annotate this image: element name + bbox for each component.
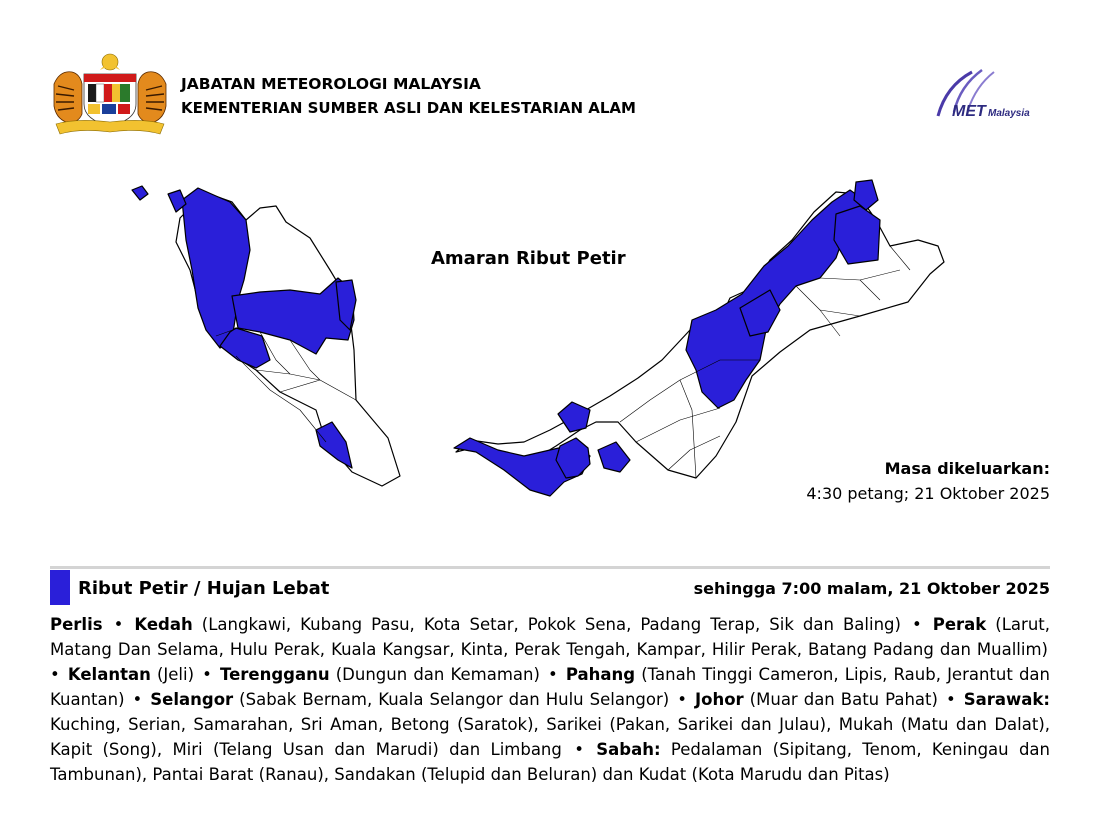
met-logo-text: MET [952,103,986,120]
org-line-1: JABATAN METEOROLOGI MALAYSIA [181,75,481,93]
section-title: Ribut Petir / Hujan Lebat [78,578,330,599]
org-line-2: KEMENTERIAN SUMBER ASLI DAN KELESTARIAN ALAM [181,99,636,117]
warning-areas-text [50,612,1050,787]
met-malaysia-logo [932,66,1048,122]
warning-state-name: Sabah: [596,740,661,759]
coat-of-arms-logo [48,50,172,140]
warning-state-areas: Pedalaman (Sipitang, Tenom, Keningau dan Tambunan), Pantai Barat (Ranau), Sandakan (Telupid dan Beluran) dan Kudat (Kota Marudu dan Pitas) [50,740,1050,784]
issued-label: Masa dikeluarkan: [884,459,1050,478]
valid-until: sehingga 7:00 malam, 21 Oktober 2025 [693,579,1050,598]
warning-state-name: Selangor [150,690,234,709]
warning-state-areas: (Muar dan Batu Pahat) [743,690,938,709]
warning-state-areas: (Dungun dan Kemaman) [329,665,540,684]
bullet-separator: • [104,615,133,634]
warning-state-areas: Kuching, Serian, Samarahan, Sri Aman, Betong (Saratok), Sarikei (Pakan, Sarikei dan Julau), Mukah (Matu dan Dalat), Kapit (Song), Miri (Telang Usan dan Marudi) dan Limbang [50,715,1050,759]
bullet-separator: • [126,690,149,709]
warning-state-name: Sarawak: [963,690,1050,709]
bullet-separator: • [196,665,219,684]
warning-state-name: Perak [932,615,987,634]
bullet-separator: • [902,615,931,634]
warning-state-areas: (Larut, Matang Dan Selama, Hulu Perak, Kuala Kangsar, Kinta, Perak Tengah, Kampar, Hilir Perak, Batang Padang dan Muallim) [50,615,1050,659]
bullet-separator: • [541,665,564,684]
warning-state-areas: (Tanah Tinggi Cameron, Lipis, Raub, Jerantut dan Kuantan) [50,665,1050,709]
map-title: Amaran Ribut Petir [431,248,626,269]
warning-state-name: Johor [694,690,744,709]
warning-state-areas: (Sabak Bernam, Kuala Selangor dan Hulu Selangor) [233,690,670,709]
section-divider [50,566,1050,569]
warning-state-name: Perlis [50,615,103,634]
warning-state-name: Kedah [134,615,193,634]
bullet-separator: • [671,690,693,709]
warning-state-name: Terengganu [220,665,330,684]
issued-value: 4:30 petang; 21 Oktober 2025 [806,484,1050,503]
warning-area-kapit [598,442,630,472]
warning-state-name: Pahang [565,665,636,684]
warning-state-areas: (Jeli) [150,665,195,684]
section-accent-bar [50,570,70,605]
bullet-separator: • [50,665,66,684]
bullet-separator: • [939,690,962,709]
met-logo-suffix: Malaysia [988,108,1030,119]
warning-area-langkawi [132,186,148,200]
warning-state-areas: (Langkawi, Kubang Pasu, Kota Setar, Pokok Sena, Padang Terap, Sik dan Baling) [192,615,901,634]
bullet-separator: • [563,740,595,759]
warning-state-name: Kelantan [67,665,151,684]
organization-name [181,72,636,120]
issued-time [806,456,1050,506]
